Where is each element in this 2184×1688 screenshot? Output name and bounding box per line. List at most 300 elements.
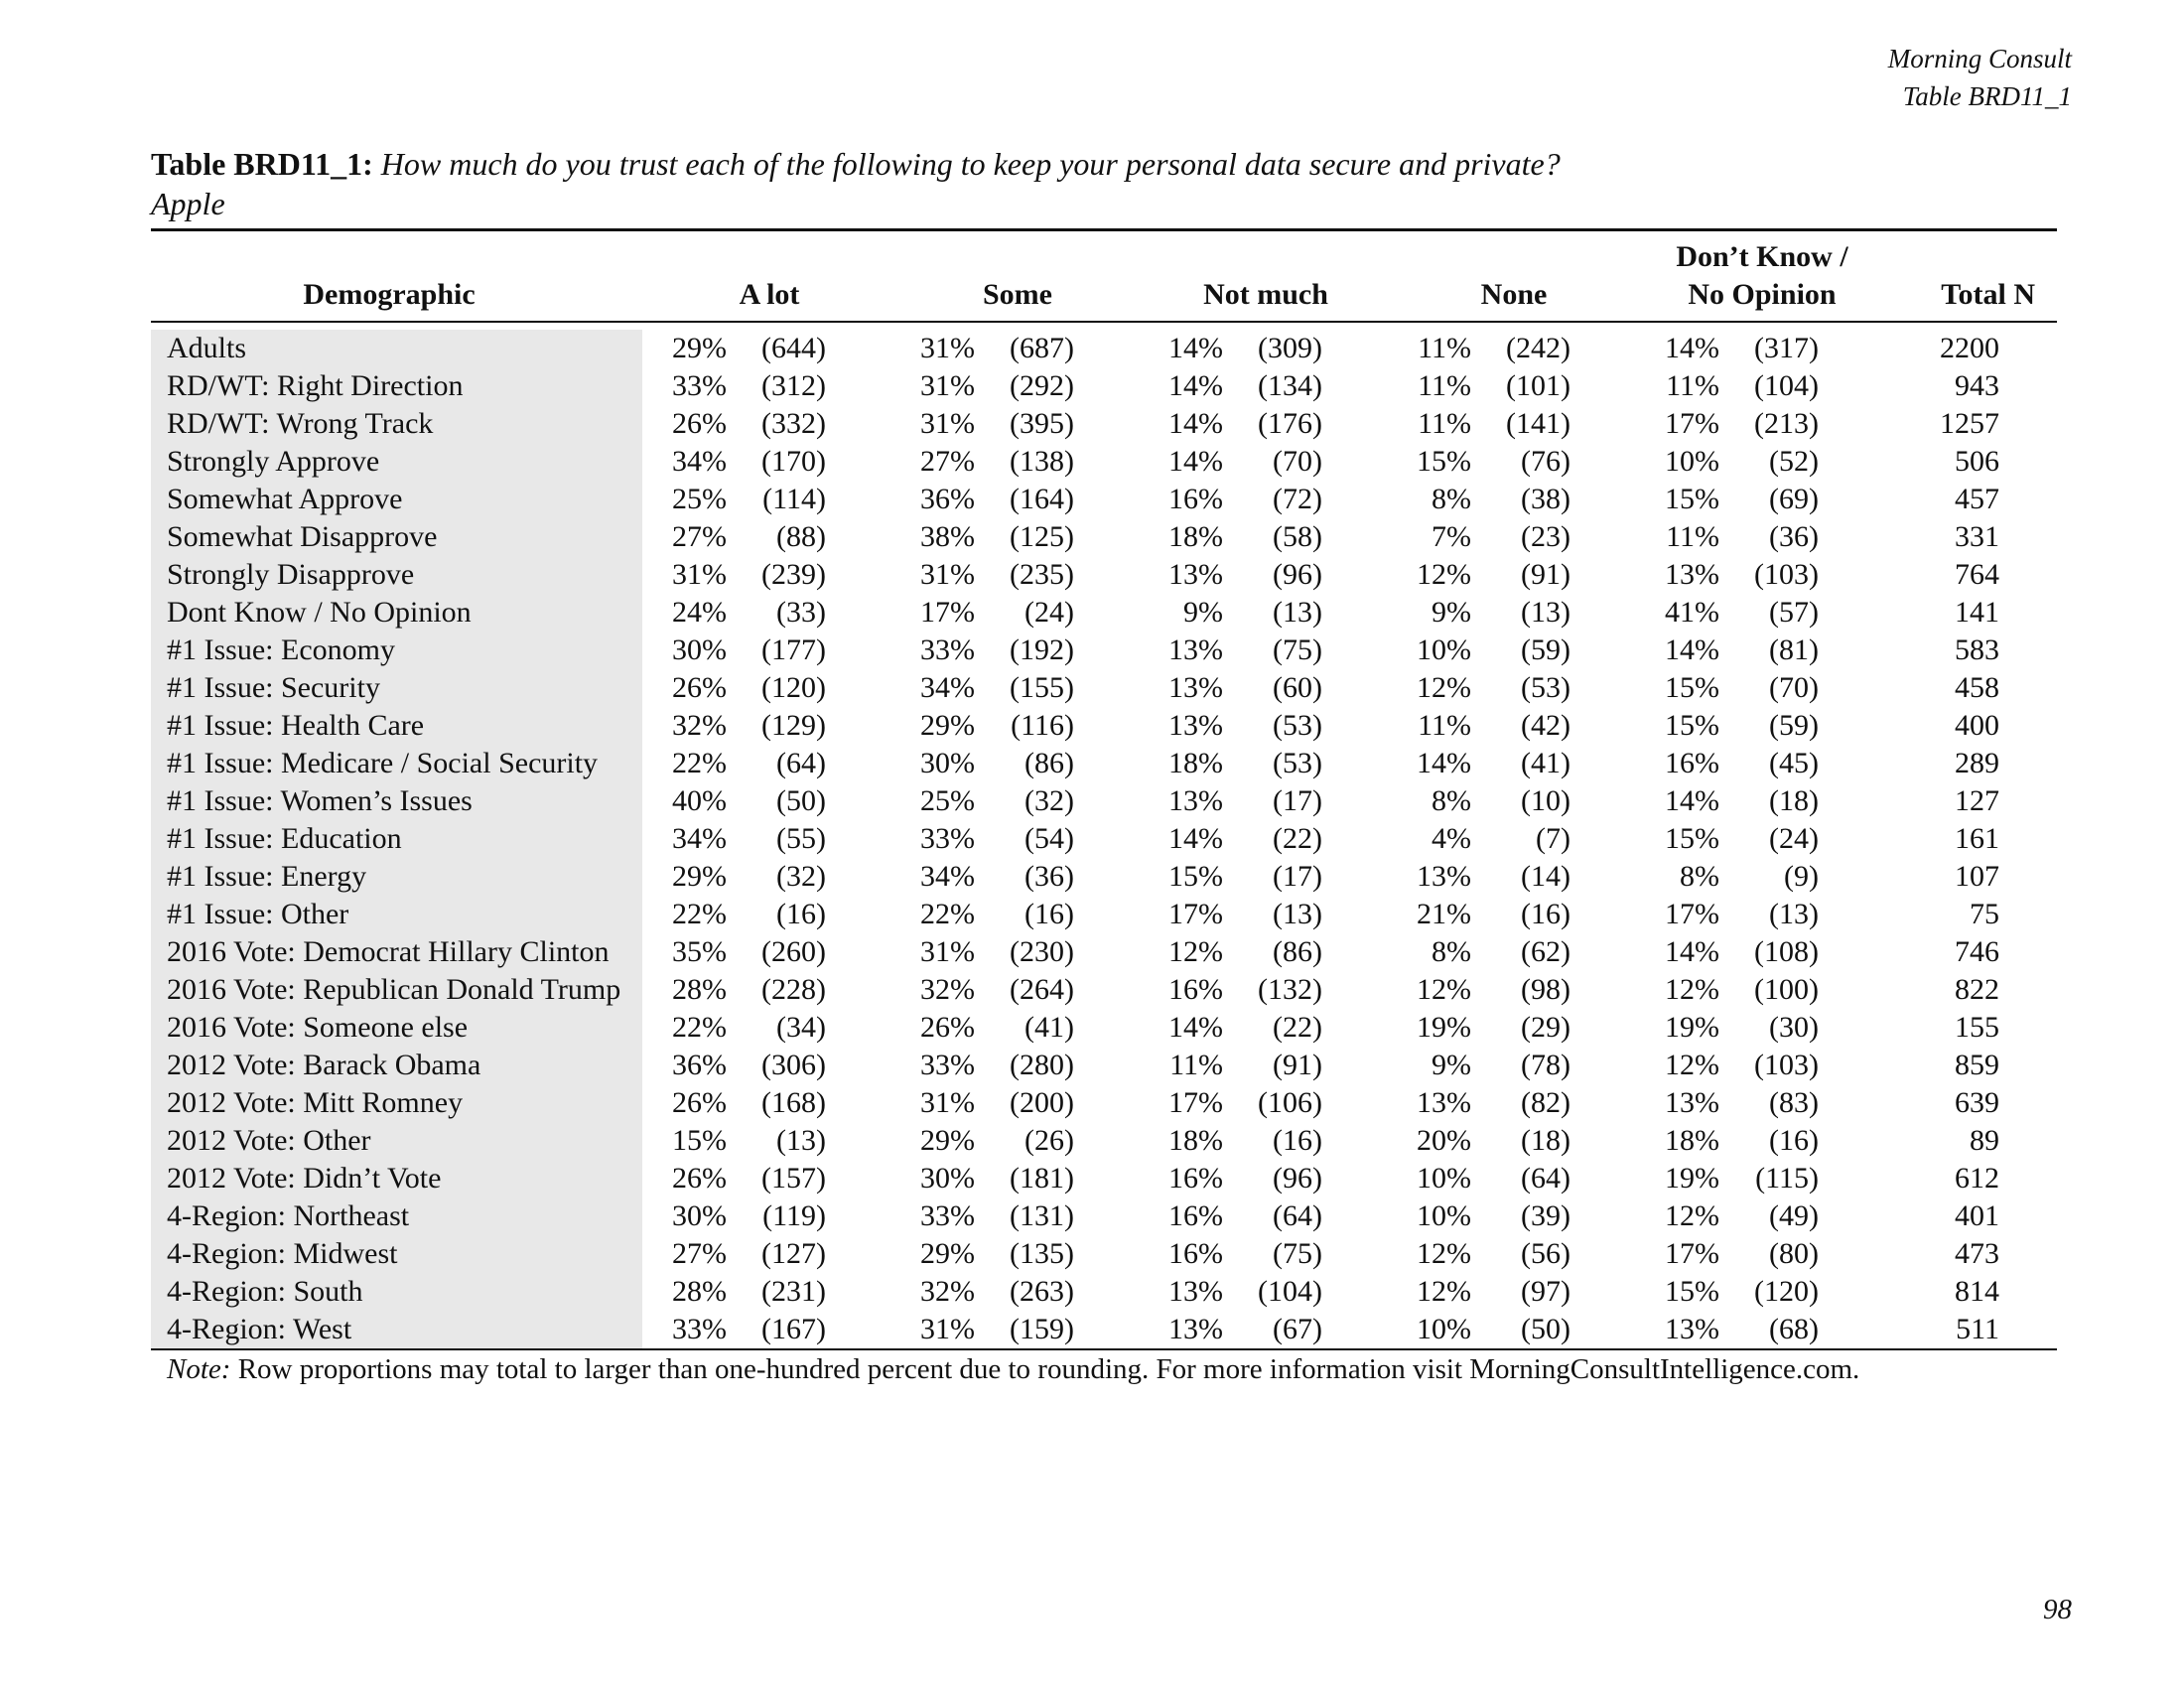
cell-total-n: 401 [1955, 1199, 1999, 1232]
cell-a-lot-n: (167) [761, 1313, 826, 1345]
cell-a-lot-n: (332) [761, 407, 826, 440]
cell-dont-know-pct: 15% [1665, 483, 1719, 515]
cell-some-n: (32) [1024, 784, 1074, 817]
cell-some-pct: 31% [920, 369, 975, 402]
cell-none-pct: 8% [1432, 483, 1471, 515]
cell-some-n: (54) [1024, 822, 1074, 855]
cell-some-pct: 25% [920, 784, 975, 817]
cell-none-pct: 11% [1418, 369, 1471, 402]
cell-dont-know-pct: 16% [1665, 747, 1719, 779]
cell-a-lot-n: (157) [761, 1162, 826, 1195]
cell-demographic: #1 Issue: Education [151, 820, 642, 858]
cell-not-much-pct: 14% [1168, 369, 1223, 402]
cell-spacer [1999, 971, 2057, 1009]
cell-none-pct: 9% [1432, 1049, 1471, 1081]
cell-dont-know-n: (59) [1769, 709, 1819, 742]
cell-a-lot-n: (34) [776, 1011, 826, 1044]
cell-demographic: #1 Issue: Energy [151, 858, 642, 896]
cell-dont-know-n: (68) [1769, 1313, 1819, 1345]
cell-total-n: 506 [1955, 445, 1999, 478]
cell-none-pct: 10% [1417, 1313, 1471, 1345]
cell-none-pct: 12% [1417, 558, 1471, 591]
cell-some-pct: 31% [920, 558, 975, 591]
table-row [151, 782, 2057, 820]
cell-not-much-n: (70) [1273, 445, 1322, 478]
cell-dont-know-pct: 13% [1665, 1313, 1719, 1345]
header-rule [151, 321, 2057, 323]
cell-dont-know-n: (317) [1754, 332, 1819, 364]
cell-some-n: (24) [1024, 596, 1074, 629]
cell-total-n: 612 [1955, 1162, 1999, 1195]
cell-not-much-n: (132) [1258, 973, 1322, 1006]
cell-none-n: (13) [1521, 596, 1570, 629]
cell-none-pct: 10% [1417, 1199, 1471, 1232]
col-header-some: Some [983, 278, 1052, 311]
cell-total-n: 639 [1955, 1086, 1999, 1119]
table-row [151, 481, 2057, 518]
cell-total-n: 141 [1955, 596, 1999, 629]
cell-dont-know-pct: 14% [1665, 633, 1719, 666]
col-header-total-n: Total N [1941, 278, 2035, 311]
cell-dont-know-n: (49) [1769, 1199, 1819, 1232]
cell-dont-know-pct: 11% [1666, 520, 1719, 553]
cell-a-lot-n: (120) [761, 671, 826, 704]
cell-some-pct: 31% [920, 935, 975, 968]
cell-some-pct: 33% [920, 1199, 975, 1232]
cell-some-pct: 31% [920, 1313, 975, 1345]
cell-demographic: 2012 Vote: Other [151, 1122, 642, 1160]
cell-total-n: 2200 [1940, 332, 1999, 364]
cell-not-much-pct: 14% [1168, 332, 1223, 364]
cell-none-n: (39) [1521, 1199, 1570, 1232]
cell-a-lot-pct: 33% [672, 369, 727, 402]
cell-spacer [1999, 556, 2057, 594]
table-row [151, 1235, 2057, 1273]
table-row [151, 1197, 2057, 1235]
cell-total-n: 161 [1955, 822, 1999, 855]
cell-not-much-pct: 15% [1168, 860, 1223, 893]
table-row [151, 933, 2057, 971]
cell-demographic: 4-Region: Midwest [151, 1235, 642, 1273]
cell-some-pct: 33% [920, 633, 975, 666]
cell-some-pct: 38% [920, 520, 975, 553]
cell-demographic: #1 Issue: Security [151, 669, 642, 707]
cell-a-lot-pct: 35% [672, 935, 727, 968]
cell-dont-know-pct: 19% [1665, 1011, 1719, 1044]
cell-none-n: (242) [1506, 332, 1570, 364]
cell-total-n: 764 [1955, 558, 1999, 591]
cell-none-n: (42) [1521, 709, 1570, 742]
cell-a-lot-pct: 27% [672, 520, 727, 553]
cell-spacer [1999, 1197, 2057, 1235]
cell-a-lot-n: (32) [776, 860, 826, 893]
cell-none-pct: 10% [1417, 1162, 1471, 1195]
cell-none-n: (101) [1506, 369, 1570, 402]
table-row [151, 1122, 2057, 1160]
cell-none-n: (10) [1521, 784, 1570, 817]
cell-demographic: Somewhat Disapprove [151, 518, 642, 556]
cell-none-n: (78) [1521, 1049, 1570, 1081]
table-row [151, 745, 2057, 782]
cell-spacer [1999, 933, 2057, 971]
cell-none-pct: 8% [1432, 935, 1471, 968]
cell-total-n: 943 [1955, 369, 1999, 402]
cell-none-pct: 19% [1417, 1011, 1471, 1044]
cell-not-much-pct: 13% [1168, 709, 1223, 742]
cell-not-much-pct: 13% [1168, 558, 1223, 591]
cell-not-much-pct: 18% [1168, 747, 1223, 779]
cell-spacer [1999, 745, 2057, 782]
cell-not-much-n: (13) [1273, 898, 1322, 930]
cell-some-pct: 31% [920, 407, 975, 440]
cell-none-n: (82) [1521, 1086, 1570, 1119]
cell-none-n: (18) [1521, 1124, 1570, 1157]
cell-spacer [1999, 1235, 2057, 1273]
cell-dont-know-n: (18) [1769, 784, 1819, 817]
cell-none-n: (141) [1506, 407, 1570, 440]
cell-none-pct: 7% [1432, 520, 1471, 553]
cell-total-n: 458 [1955, 671, 1999, 704]
cell-dont-know-pct: 10% [1665, 445, 1719, 478]
cell-none-n: (62) [1521, 935, 1570, 968]
cell-some-n: (687) [1010, 332, 1074, 364]
cell-spacer [1999, 1311, 2057, 1348]
cell-not-much-n: (96) [1273, 558, 1322, 591]
cell-dont-know-n: (30) [1769, 1011, 1819, 1044]
cell-a-lot-n: (170) [761, 445, 826, 478]
cell-none-n: (56) [1521, 1237, 1570, 1270]
cell-some-n: (36) [1024, 860, 1074, 893]
cell-not-much-n: (106) [1258, 1086, 1322, 1119]
cell-not-much-n: (134) [1258, 369, 1322, 402]
cell-a-lot-pct: 22% [672, 1011, 727, 1044]
cell-some-pct: 34% [920, 671, 975, 704]
col-header-none: None [1480, 278, 1548, 311]
cell-demographic: Adults [151, 330, 642, 367]
cell-dont-know-n: (213) [1754, 407, 1819, 440]
cell-total-n: 511 [1956, 1313, 1999, 1345]
cell-not-much-n: (67) [1273, 1313, 1322, 1345]
cell-spacer [1999, 669, 2057, 707]
cell-a-lot-n: (114) [762, 483, 826, 515]
cell-a-lot-pct: 33% [672, 1313, 727, 1345]
table-title [151, 144, 2057, 223]
cell-total-n: 822 [1955, 973, 1999, 1006]
cell-a-lot-pct: 22% [672, 747, 727, 779]
cell-spacer [1999, 594, 2057, 632]
cell-spacer [1999, 632, 2057, 669]
cell-dont-know-n: (69) [1769, 483, 1819, 515]
cell-total-n: 583 [1955, 633, 1999, 666]
cell-some-n: (264) [1010, 973, 1074, 1006]
cell-dont-know-pct: 18% [1665, 1124, 1719, 1157]
cell-none-n: (64) [1521, 1162, 1570, 1195]
cell-a-lot-pct: 30% [672, 633, 727, 666]
cell-not-much-n: (22) [1273, 822, 1322, 855]
cell-not-much-n: (96) [1273, 1162, 1322, 1195]
cell-dont-know-pct: 12% [1665, 1049, 1719, 1081]
cell-dont-know-pct: 17% [1665, 407, 1719, 440]
cell-not-much-pct: 11% [1169, 1049, 1223, 1081]
cell-dont-know-n: (83) [1769, 1086, 1819, 1119]
cell-a-lot-n: (644) [761, 332, 826, 364]
cell-not-much-n: (309) [1258, 332, 1322, 364]
cell-demographic: 4-Region: South [151, 1273, 642, 1311]
title-question: How much do you trust each of the following to keep your personal data secure and private? [380, 146, 1561, 182]
page-header [1888, 40, 2072, 115]
cell-some-n: (235) [1010, 558, 1074, 591]
cell-spacer [1999, 1160, 2057, 1197]
cell-spacer [1999, 367, 2057, 405]
table-row [151, 518, 2057, 556]
title-label: Table BRD11_1: [151, 146, 373, 182]
cell-demographic: #1 Issue: Health Care [151, 707, 642, 745]
cell-some-n: (125) [1010, 520, 1074, 553]
cell-some-pct: 31% [920, 332, 975, 364]
cell-none-n: (29) [1521, 1011, 1570, 1044]
cell-not-much-n: (75) [1273, 633, 1322, 666]
cell-a-lot-pct: 36% [672, 1049, 727, 1081]
cell-dont-know-n: (45) [1769, 747, 1819, 779]
cell-not-much-pct: 18% [1168, 520, 1223, 553]
cell-none-pct: 12% [1417, 1237, 1471, 1270]
cell-none-n: (53) [1521, 671, 1570, 704]
cell-demographic: 4-Region: Northeast [151, 1197, 642, 1235]
table-row [151, 707, 2057, 745]
cell-none-pct: 11% [1418, 407, 1471, 440]
cell-none-n: (97) [1521, 1275, 1570, 1308]
cell-some-pct: 29% [920, 1237, 975, 1270]
cell-dont-know-pct: 12% [1665, 1199, 1719, 1232]
cell-some-pct: 30% [920, 1162, 975, 1195]
cell-some-n: (230) [1010, 935, 1074, 968]
cell-not-much-n: (75) [1273, 1237, 1322, 1270]
cell-a-lot-n: (312) [761, 369, 826, 402]
cell-spacer [1999, 820, 2057, 858]
cell-some-pct: 32% [920, 1275, 975, 1308]
cell-not-much-pct: 14% [1168, 822, 1223, 855]
cell-none-n: (38) [1521, 483, 1570, 515]
cell-some-n: (280) [1010, 1049, 1074, 1081]
cell-none-n: (98) [1521, 973, 1570, 1006]
cell-none-pct: 14% [1417, 747, 1471, 779]
cell-some-pct: 32% [920, 973, 975, 1006]
cell-some-n: (200) [1010, 1086, 1074, 1119]
cell-dont-know-n: (52) [1769, 445, 1819, 478]
cell-not-much-n: (53) [1273, 709, 1322, 742]
cell-some-n: (159) [1010, 1313, 1074, 1345]
table-row [151, 820, 2057, 858]
cell-a-lot-pct: 22% [672, 898, 727, 930]
cell-a-lot-pct: 25% [672, 483, 727, 515]
cell-some-pct: 33% [920, 822, 975, 855]
cell-some-n: (138) [1010, 445, 1074, 478]
cell-spacer [1999, 1047, 2057, 1084]
cell-demographic: #1 Issue: Other [151, 896, 642, 933]
cell-not-much-pct: 13% [1168, 1275, 1223, 1308]
table-row [151, 594, 2057, 632]
table-row [151, 896, 2057, 933]
cell-spacer [1999, 707, 2057, 745]
cell-a-lot-n: (33) [776, 596, 826, 629]
cell-none-pct: 11% [1418, 332, 1471, 364]
cell-dont-know-n: (13) [1769, 898, 1819, 930]
cell-some-pct: 29% [920, 1124, 975, 1157]
cell-some-n: (41) [1024, 1011, 1074, 1044]
cell-a-lot-pct: 32% [672, 709, 727, 742]
cell-dont-know-pct: 15% [1665, 671, 1719, 704]
cell-a-lot-n: (13) [776, 1124, 826, 1157]
cell-dont-know-pct: 11% [1666, 369, 1719, 402]
cell-not-much-pct: 17% [1168, 1086, 1223, 1119]
table-row [151, 1047, 2057, 1084]
cell-a-lot-pct: 26% [672, 671, 727, 704]
cell-not-much-pct: 13% [1168, 671, 1223, 704]
cell-dont-know-pct: 15% [1665, 822, 1719, 855]
table-row [151, 1084, 2057, 1122]
cell-some-n: (395) [1010, 407, 1074, 440]
cell-a-lot-pct: 24% [672, 596, 727, 629]
cell-dont-know-n: (81) [1769, 633, 1819, 666]
cell-spacer [1999, 443, 2057, 481]
cell-some-n: (164) [1010, 483, 1074, 515]
cell-dont-know-pct: 14% [1665, 332, 1719, 364]
cell-spacer [1999, 1273, 2057, 1311]
table-row [151, 405, 2057, 443]
cell-none-pct: 20% [1417, 1124, 1471, 1157]
cell-not-much-n: (64) [1273, 1199, 1322, 1232]
cell-a-lot-pct: 28% [672, 973, 727, 1006]
cell-some-pct: 34% [920, 860, 975, 893]
cell-demographic: 2012 Vote: Didn’t Vote [151, 1160, 642, 1197]
cell-not-much-n: (17) [1273, 784, 1322, 817]
cell-dont-know-n: (104) [1754, 369, 1819, 402]
cell-some-n: (26) [1024, 1124, 1074, 1157]
cell-dont-know-n: (103) [1754, 558, 1819, 591]
cell-demographic: Strongly Approve [151, 443, 642, 481]
cell-not-much-pct: 13% [1168, 784, 1223, 817]
cell-dont-know-n: (36) [1769, 520, 1819, 553]
cell-dont-know-pct: 17% [1665, 1237, 1719, 1270]
col-header-dont-know [1638, 238, 1886, 314]
cell-not-much-pct: 13% [1168, 1313, 1223, 1345]
table-row [151, 443, 2057, 481]
cell-none-pct: 4% [1432, 822, 1471, 855]
cell-spacer [1999, 1122, 2057, 1160]
table-row [151, 367, 2057, 405]
cell-a-lot-n: (64) [776, 747, 826, 779]
cell-some-n: (192) [1010, 633, 1074, 666]
cell-none-n: (14) [1521, 860, 1570, 893]
cell-none-n: (16) [1521, 898, 1570, 930]
cell-some-pct: 29% [920, 709, 975, 742]
cell-a-lot-pct: 26% [672, 407, 727, 440]
cell-total-n: 814 [1955, 1275, 1999, 1308]
table-row [151, 971, 2057, 1009]
table-row [151, 1160, 2057, 1197]
cell-demographic: #1 Issue: Economy [151, 632, 642, 669]
col-header-a-lot: A lot [739, 278, 800, 311]
cell-total-n: 127 [1955, 784, 1999, 817]
cell-not-much-pct: 14% [1168, 445, 1223, 478]
title-subject: Apple [151, 186, 225, 221]
col-header-dont-know-line1: Don’t Know / [1676, 240, 1848, 273]
cell-not-much-pct: 17% [1168, 898, 1223, 930]
cell-demographic: 2016 Vote: Republican Donald Trump [151, 971, 642, 1009]
cell-dont-know-pct: 13% [1665, 1086, 1719, 1119]
cell-not-much-pct: 16% [1168, 973, 1223, 1006]
cell-total-n: 289 [1955, 747, 1999, 779]
cell-a-lot-n: (88) [776, 520, 826, 553]
cell-demographic: 2012 Vote: Mitt Romney [151, 1084, 642, 1122]
cell-a-lot-pct: 28% [672, 1275, 727, 1308]
cell-some-pct: 31% [920, 1086, 975, 1119]
cell-not-much-pct: 16% [1168, 483, 1223, 515]
table-row [151, 858, 2057, 896]
col-header-dont-know-line2: No Opinion [1688, 278, 1837, 311]
cell-demographic: #1 Issue: Medicare / Social Security [151, 745, 642, 782]
cell-none-pct: 10% [1417, 633, 1471, 666]
cell-some-n: (292) [1010, 369, 1074, 402]
cell-some-pct: 30% [920, 747, 975, 779]
cell-none-n: (41) [1521, 747, 1570, 779]
table-row [151, 330, 2057, 367]
cell-spacer [1999, 858, 2057, 896]
cell-a-lot-n: (127) [761, 1237, 826, 1270]
cell-none-pct: 12% [1417, 973, 1471, 1006]
table-row [151, 1009, 2057, 1047]
cell-none-pct: 12% [1417, 1275, 1471, 1308]
table-row [151, 1273, 2057, 1311]
cell-total-n: 457 [1955, 483, 1999, 515]
cell-total-n: 1257 [1940, 407, 1999, 440]
cell-demographic: Strongly Disapprove [151, 556, 642, 594]
cell-none-pct: 21% [1417, 898, 1471, 930]
cell-some-pct: 26% [920, 1011, 975, 1044]
cell-dont-know-n: (100) [1754, 973, 1819, 1006]
cell-a-lot-n: (260) [761, 935, 826, 968]
table-row [151, 632, 2057, 669]
cell-spacer [1999, 481, 2057, 518]
cell-a-lot-n: (119) [762, 1199, 826, 1232]
cell-demographic: Dont Know / No Opinion [151, 594, 642, 632]
cell-demographic: RD/WT: Right Direction [151, 367, 642, 405]
cell-total-n: 107 [1955, 860, 1999, 893]
cell-not-much-pct: 9% [1183, 596, 1223, 629]
cell-dont-know-n: (16) [1769, 1124, 1819, 1157]
cell-dont-know-pct: 15% [1665, 1275, 1719, 1308]
cell-none-n: (50) [1521, 1313, 1570, 1345]
cell-not-much-pct: 14% [1168, 1011, 1223, 1044]
cell-dont-know-n: (24) [1769, 822, 1819, 855]
cell-not-much-pct: 14% [1168, 407, 1223, 440]
cell-not-much-n: (22) [1273, 1011, 1322, 1044]
cell-a-lot-n: (168) [761, 1086, 826, 1119]
cell-dont-know-n: (57) [1769, 596, 1819, 629]
cell-not-much-n: (104) [1258, 1275, 1322, 1308]
cell-not-much-pct: 12% [1168, 935, 1223, 968]
table-row [151, 556, 2057, 594]
cell-a-lot-n: (129) [761, 709, 826, 742]
cell-some-pct: 36% [920, 483, 975, 515]
cell-spacer [1999, 896, 2057, 933]
cell-dont-know-pct: 19% [1665, 1162, 1719, 1195]
cell-demographic: Somewhat Approve [151, 481, 642, 518]
cell-total-n: 400 [1955, 709, 1999, 742]
cell-dont-know-n: (120) [1754, 1275, 1819, 1308]
cell-total-n: 331 [1955, 520, 1999, 553]
cell-a-lot-pct: 29% [672, 860, 727, 893]
